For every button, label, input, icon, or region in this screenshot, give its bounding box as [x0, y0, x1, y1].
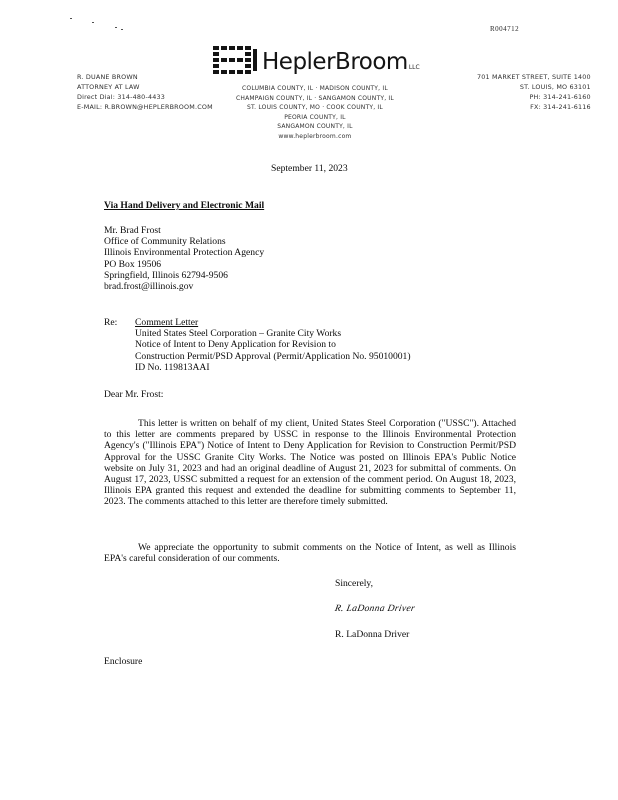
attorney-contact [77, 72, 213, 112]
logo-mark-icon [212, 45, 258, 75]
re-label: Re: [104, 317, 118, 328]
firm-logo [212, 45, 420, 75]
scan-speck [92, 22, 94, 23]
recipient-address [104, 225, 264, 292]
attorney-title: ATTORNEY AT LAW [77, 83, 140, 91]
office-line: CHAMPAIGN COUNTY, IL · SANGAMON COUNTY, IL [236, 94, 394, 102]
closing: Sincerely, [335, 578, 374, 589]
scan-speck [115, 27, 117, 28]
re-block [135, 317, 411, 373]
body-paragraph-1 [104, 418, 516, 508]
office-line: ST. LOUIS COUNTY, MO · COOK COUNTY, IL [246, 104, 383, 111]
firm-fax: FX: 314-241-6116 [530, 103, 591, 111]
enclosure-note: Enclosure [104, 656, 143, 667]
firm-address [477, 72, 591, 112]
paragraph-text: We appreciate the opportunity to submit comments on the Notice of Intent, as well as Illinois EPA's careful consideration of our comments. [104, 542, 516, 565]
recipient-name: Mr. Brad Frost [104, 225, 161, 236]
firm-street: 701 MARKET STREET, SUITE 1400 [477, 73, 591, 81]
re-line: Construction Permit/PSD Approval (Permit/Application No. 95010001) [135, 350, 411, 362]
recipient-agency: Illinois Environmental Protection Agency [104, 247, 265, 259]
logo-suffix: LLC [408, 64, 420, 71]
office-line: SANGAMON COUNTY, IL [277, 123, 353, 130]
recipient-office: Office of Community Relations [104, 236, 226, 248]
firm-website: www.heplerbroom.com [278, 132, 352, 140]
attorney-phone: Direct Dial: 314-480-4433 [77, 93, 166, 101]
re-line: Comment Letter [135, 317, 199, 328]
firm-phone: PH: 314-241-6160 [529, 93, 591, 101]
paragraph-text: This letter is written on behalf of my client, United States Steel Corporation ("USSC"). Attached to this letter are comments prepared by USSC in response to the Illinois Environmental Protection Agency's ("Illinois EPA") Notice of Intent to Deny Application for Revision to Construction Permit/PSD Approval for the USSC Granite City Works. The Notice was posted on Illinois EPA's Public Notice website on July 31, 2023 and had an original deadline of August 21, 2023 for submittal of comments. On August 17, 2023, USSC submitted a request for an extension of the comment period. On August 18, 2023, Illinois EPA granted this request and extended the deadline for submitting comments to September 11, 2023. The comments attached to this letter are therefore timely submitted. [104, 418, 516, 508]
signature: R. LaDonna Driver [334, 603, 416, 614]
recipient-po-box: PO Box 19506 [104, 258, 162, 270]
scan-speck [70, 18, 72, 19]
re-line: ID No. 119813AAI [135, 361, 210, 373]
letter-date: September 11, 2023 [271, 163, 348, 174]
page-id: R004712 [490, 25, 520, 33]
re-line: United States Steel Corporation – Granite City Works [135, 328, 342, 340]
salutation: Dear Mr. Frost: [104, 389, 164, 400]
delivery-method: Via Hand Delivery and Electronic Mail [104, 200, 265, 211]
office-line: COLUMBIA COUNTY, IL · MADISON COUNTY, IL [242, 85, 388, 92]
re-line: Notice of Intent to Deny Application for Revision to [135, 339, 336, 351]
body-paragraph-2 [104, 542, 516, 564]
attorney-name: R. DUANE BROWN [77, 73, 138, 81]
firm-city: ST. LOUIS, MO 63101 [519, 83, 591, 91]
office-locations [236, 84, 394, 141]
office-line: PEORIA COUNTY, IL [284, 113, 346, 121]
recipient-email: brad.frost@illinois.gov [104, 281, 194, 293]
logo-wordmark: HeplerBroom [262, 49, 408, 75]
attorney-email: E-MAIL: R.BROWN@HEPLERBROOM.COM [77, 103, 213, 111]
signer-name: R. LaDonna Driver [335, 629, 410, 640]
scan-speck [121, 29, 123, 30]
recipient-city: Springfield, Illinois 62794-9506 [104, 269, 228, 281]
